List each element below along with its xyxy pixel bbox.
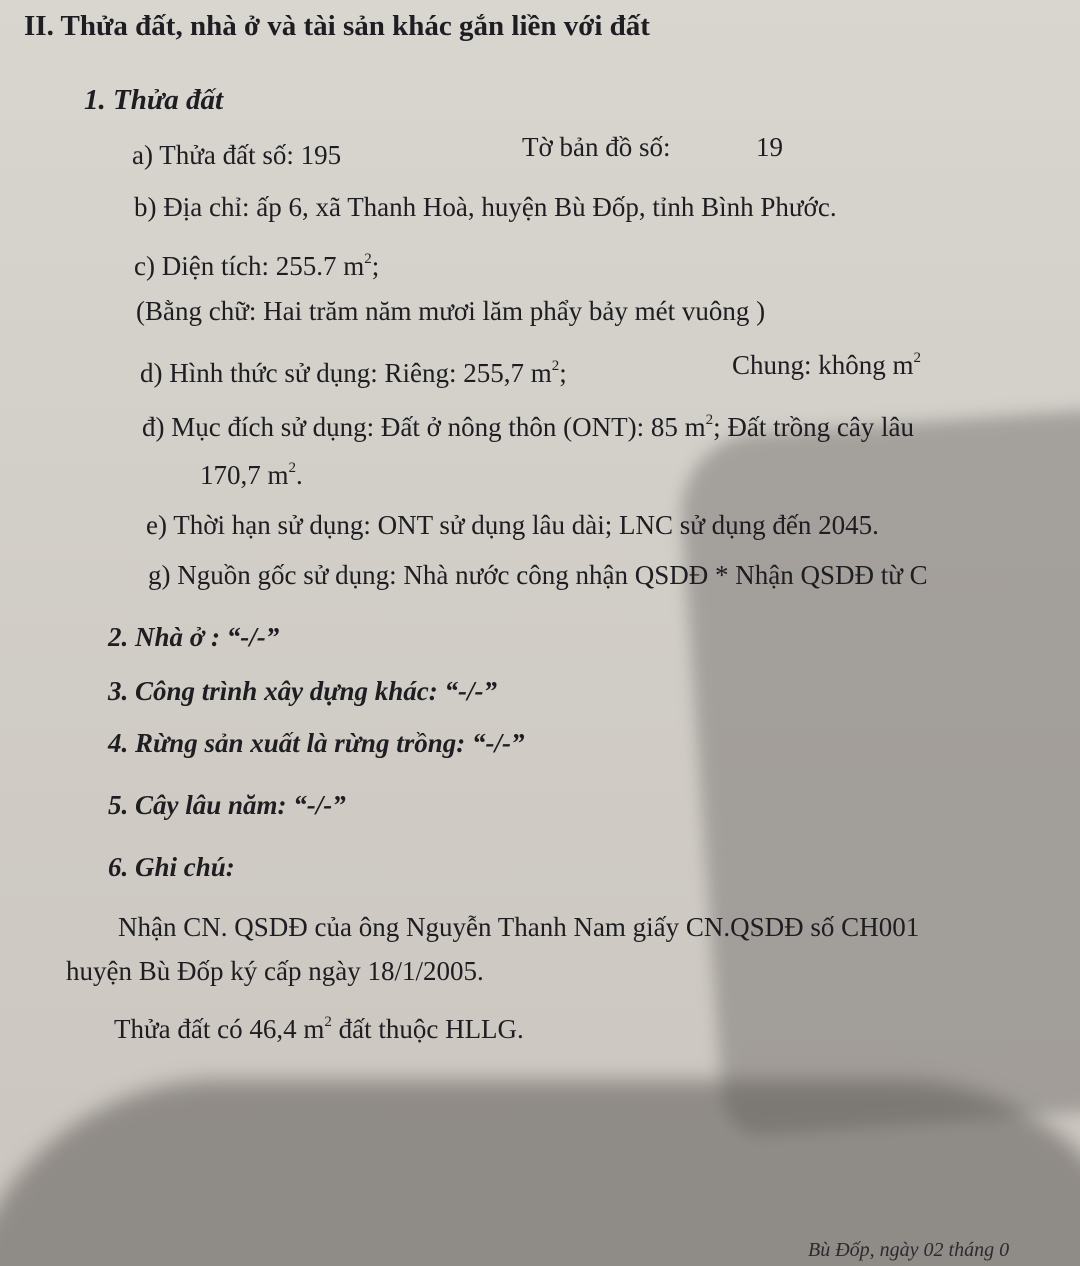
land-parcel-heading: 1. Thửa đất [84, 84, 224, 116]
notes-line-3: Thửa đất có 46,4 $m^2$ đất thuộc HLLG. [114, 1014, 524, 1044]
other-works-item: 3. Công trình xây dựng khác: “-/-” [108, 676, 497, 706]
notes-line-1: Nhận CN. QSDĐ của ông Nguyễn Thanh Nam giấy CN.QSDĐ số CH001 [118, 912, 920, 942]
usage-term: e) Thời hạn sử dụng: ONT sử dụng lâu dài; LNC sử dụng đến 2045. [146, 510, 879, 540]
notes-heading: 6. Ghi chú: [108, 852, 235, 882]
usage-purpose: đ) Mục đích sử dụng: Đất ở nông thôn (ONT): 85 $m^2$; Đất trồng cây lâu [142, 412, 915, 442]
section-heading: II. Thửa đất, nhà ở và tài sản khác gắn liền với đất [24, 10, 650, 42]
notes-line-2: huyện Bù Đốp ký cấp ngày 18/1/2005. [66, 956, 484, 986]
map-sheet-value: 19 [756, 132, 783, 162]
usage-origin: g) Nguồn gốc sử dụng: Nhà nước công nhận QSDĐ * Nhận QSDĐ từ C [148, 560, 928, 590]
area: c) Diện tích: 255.7 $m^2$; [134, 251, 380, 281]
house-item: 2. Nhà ở : “-/-” [108, 622, 280, 652]
forest-item: 4. Rừng sản xuất là rừng trồng: “-/-” [108, 728, 525, 758]
usage-purpose-continued: 170,7 $m^2$. [200, 460, 303, 490]
parcel-number: a) Thửa đất số: 195 [132, 140, 342, 170]
area-in-words: (Bằng chữ: Hai trăm năm mươi lăm phẩy bảy mét vuông ) [136, 296, 766, 326]
footer-date-partial: Bù Đốp, ngày 02 tháng 0 [808, 1239, 1010, 1261]
usage-form: d) Hình thức sử dụng: Riêng: 255,7 $m^2$; [140, 358, 567, 388]
address: b) Địa chỉ: ấp 6, xã Thanh Hoà, huyện Bù Đốp, tỉnh Bình Phước. [134, 192, 837, 222]
map-sheet-label: Tờ bản đồ số: [522, 132, 671, 162]
shared-usage: Chung: không $m^2$ [732, 350, 922, 380]
perennial-item: 5. Cây lâu năm: “-/-” [108, 790, 346, 820]
